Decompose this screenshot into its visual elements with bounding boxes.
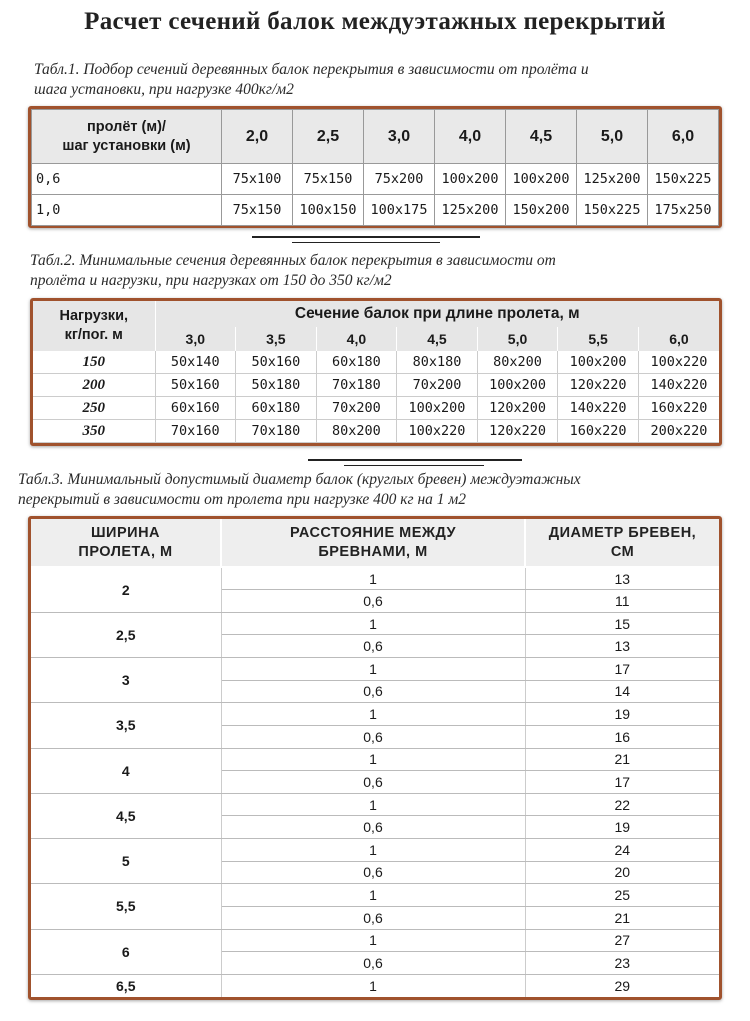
table1-col-header: 5,0 bbox=[577, 110, 648, 164]
table3-distance-cell: 1 bbox=[221, 974, 525, 997]
table3-distance-cell: 0,6 bbox=[221, 635, 525, 658]
separator-line bbox=[344, 465, 484, 466]
table2-frame bbox=[30, 298, 722, 446]
table1-caption bbox=[34, 60, 734, 100]
table1-row bbox=[32, 195, 719, 226]
table3-distance-cell: 0,6 bbox=[221, 680, 525, 703]
table3-distance-cell: 0,6 bbox=[221, 771, 525, 794]
table2-caption-line2: пролёта и нагрузки, при нагрузках от 150 до 350 кг/м2 bbox=[30, 272, 392, 289]
table2-cell: 120x220 bbox=[477, 420, 558, 443]
table1-col-header: 4,0 bbox=[435, 110, 506, 164]
table2-cell: 70x160 bbox=[155, 420, 236, 443]
table1-row-label: 0,6 bbox=[32, 164, 222, 195]
table2-cell: 50x160 bbox=[155, 374, 236, 397]
table3 bbox=[31, 519, 719, 997]
table1-frame bbox=[28, 106, 722, 228]
table3-span-header-line2: ПРОЛЕТА, М bbox=[78, 543, 173, 560]
table1-cell: 150x200 bbox=[506, 195, 577, 226]
table2-cell: 80x200 bbox=[477, 351, 558, 374]
table1-header-line2: шаг установки (м) bbox=[62, 137, 191, 154]
table3-diameter-header-line1: ДИАМЕТР БРЕВЕН, bbox=[548, 524, 697, 541]
table3-span-cell: 3,5 bbox=[31, 703, 221, 748]
table2-cell: 60x160 bbox=[155, 397, 236, 420]
table3-span-cell: 6 bbox=[31, 929, 221, 974]
table3-row bbox=[31, 884, 719, 907]
table1-corner-header bbox=[32, 110, 222, 164]
table2-cell: 50x160 bbox=[236, 351, 317, 374]
table3-distance-header-line1: РАССТОЯНИЕ МЕЖДУ bbox=[289, 524, 457, 541]
table3-row bbox=[31, 839, 719, 862]
table3-diameter-cell: 25 bbox=[525, 884, 719, 907]
table3-row bbox=[31, 974, 719, 997]
table3-distance-cell: 1 bbox=[221, 793, 525, 816]
table2-load-cell: 250 bbox=[33, 397, 155, 420]
table2-col-header: 3,0 bbox=[155, 327, 236, 351]
table3-distance-cell: 0,6 bbox=[221, 906, 525, 929]
table3-distance-cell: 0,6 bbox=[221, 861, 525, 884]
table2-cell: 70x200 bbox=[397, 374, 478, 397]
table3-caption-line1: Табл.3. Минимальный допустимый диаметр балок (круглых бревен) междуэтажных bbox=[18, 471, 581, 488]
table2-cell: 70x200 bbox=[316, 397, 397, 420]
table3-distance-cell: 1 bbox=[221, 748, 525, 771]
table3-header-row bbox=[31, 519, 719, 567]
table2-cell: 60x180 bbox=[236, 397, 317, 420]
table1-col-header: 3,0 bbox=[364, 110, 435, 164]
table3-diameter-cell: 23 bbox=[525, 952, 719, 975]
table1-cell: 100x200 bbox=[506, 164, 577, 195]
table3-distance-cell: 1 bbox=[221, 658, 525, 681]
table3-diameter-cell: 29 bbox=[614, 977, 631, 994]
table2-load-header-line1: Нагрузки, bbox=[59, 308, 129, 324]
table3-row bbox=[31, 929, 719, 952]
table2-row bbox=[33, 397, 719, 420]
table2-cell: 140x220 bbox=[558, 397, 639, 420]
table3-diameter-cell: 22 bbox=[525, 793, 719, 816]
table3-row bbox=[31, 748, 719, 771]
table3-diameter-cell: 21 bbox=[525, 748, 719, 771]
table3-frame bbox=[28, 516, 722, 1000]
table3-diameter-cell: 14 bbox=[525, 680, 719, 703]
table2-cell: 50x180 bbox=[236, 374, 317, 397]
table1-row-label: 1,0 bbox=[32, 195, 222, 226]
table3-distance-cell: 0,6 bbox=[221, 590, 525, 613]
table2-span-header: Сечение балок при длине пролета, м bbox=[155, 301, 719, 327]
table3-span-cell: 5,5 bbox=[31, 884, 221, 929]
table3-span-cell: 4 bbox=[31, 748, 221, 793]
table3-distance-cell: 1 bbox=[221, 884, 525, 907]
table3-span-cell: 5 bbox=[31, 839, 221, 884]
table3-distance-cell: 1 bbox=[221, 567, 525, 590]
table3-row bbox=[31, 567, 719, 590]
table1-cell: 75x200 bbox=[364, 164, 435, 195]
table1-col-header: 2,5 bbox=[293, 110, 364, 164]
table1-caption-line2: шага установки, при нагрузке 400кг/м2 bbox=[34, 81, 294, 98]
table3-diameter-cell: 16 bbox=[525, 725, 719, 748]
table3-diameter-cell: 13 bbox=[525, 635, 719, 658]
table2-col-header: 4,0 bbox=[316, 327, 397, 351]
table2-row bbox=[33, 374, 719, 397]
table3-span-cell: 4,5 bbox=[31, 793, 221, 838]
table3-diameter-cell: 11 bbox=[525, 590, 719, 613]
table2-cell: 160x220 bbox=[558, 420, 639, 443]
table2-header-row bbox=[33, 301, 719, 327]
table1-cell: 175x250 bbox=[648, 195, 719, 226]
separator-line bbox=[292, 242, 440, 243]
table2 bbox=[33, 301, 719, 443]
table2-cell: 140x220 bbox=[638, 374, 719, 397]
table2-cell: 100x200 bbox=[558, 351, 639, 374]
table2-col-header: 6,0 bbox=[638, 327, 719, 351]
table2-cell: 100x200 bbox=[477, 374, 558, 397]
table1-cell: 75x150 bbox=[222, 195, 293, 226]
table3-span-cell: 2 bbox=[31, 567, 221, 612]
table2-load-cell: 350 bbox=[33, 420, 155, 443]
separator-line bbox=[308, 459, 522, 461]
table3-row bbox=[31, 612, 719, 635]
table3-diameter-cell: 13 bbox=[525, 567, 719, 590]
table3-span-cell: 2,5 bbox=[31, 612, 221, 657]
separator-line bbox=[252, 236, 480, 238]
table1-cell: 125x200 bbox=[435, 195, 506, 226]
table3-distance-header-line2: БРЕВНАМИ, М bbox=[318, 543, 428, 560]
table2-cell: 70x180 bbox=[236, 420, 317, 443]
table3-span-cell: 6,5 bbox=[31, 974, 221, 997]
table1-cell: 100x200 bbox=[435, 164, 506, 195]
table3-diameter-cell: 27 bbox=[525, 929, 719, 952]
table2-cell: 160x220 bbox=[638, 397, 719, 420]
table1-cell: 100x175 bbox=[364, 195, 435, 226]
table3-diameter-cell: 20 bbox=[525, 861, 719, 884]
table2-col-header: 5,0 bbox=[477, 327, 558, 351]
page-title: Расчет сечений балок междуэтажных перекрытий bbox=[84, 8, 666, 35]
table2-cell: 100x220 bbox=[397, 420, 478, 443]
table2-cell: 80x200 bbox=[316, 420, 397, 443]
table3-distance-cell: 1 bbox=[221, 929, 525, 952]
table3-caption-line2: перекрытий в зависимости от пролета при нагрузке 400 кг на 1 м2 bbox=[18, 491, 467, 508]
table1-col-header: 6,0 bbox=[648, 110, 719, 164]
table2-cell: 120x200 bbox=[477, 397, 558, 420]
table2-cell: 200x220 bbox=[638, 420, 719, 443]
table3-distance-cell: 1 bbox=[221, 839, 525, 862]
table2-row bbox=[33, 420, 719, 443]
table1-cell: 100x150 bbox=[293, 195, 364, 226]
table3-diameter-cell: 19 bbox=[525, 703, 719, 726]
table3-row bbox=[31, 703, 719, 726]
table1-caption-line1: Табл.1. Подбор сечений деревянных балок перекрытия в зависимости от пролёта и bbox=[34, 61, 589, 78]
table2-load-header bbox=[33, 301, 155, 351]
table2-row bbox=[33, 351, 719, 374]
table2-cell: 120x220 bbox=[558, 374, 639, 397]
table1-cell: 150x225 bbox=[648, 164, 719, 195]
table1-header-row bbox=[32, 110, 719, 164]
table3-distance-cell: 0,6 bbox=[221, 816, 525, 839]
table3-span-header bbox=[31, 519, 221, 567]
table2-cell: 100x220 bbox=[638, 351, 719, 374]
table2-load-header-line2: кг/пог. м bbox=[64, 327, 123, 343]
table2-col-header: 4,5 bbox=[397, 327, 478, 351]
table3-span-cell: 3 bbox=[31, 658, 221, 703]
table3-distance-cell: 0,6 bbox=[221, 725, 525, 748]
table1-cell: 75x100 bbox=[222, 164, 293, 195]
table3-diameter-cell: 17 bbox=[525, 771, 719, 794]
table3-span-header-line1: ШИРИНА bbox=[90, 524, 161, 541]
table3-diameter-cell: 24 bbox=[525, 839, 719, 862]
table2-col-header: 5,5 bbox=[558, 327, 639, 351]
table3-distance-cell: 1 bbox=[221, 703, 525, 726]
table3-distance-header bbox=[221, 519, 525, 567]
table3-diameter-header bbox=[525, 519, 719, 567]
table2-load-cell: 150 bbox=[33, 351, 155, 374]
table2-load-cell: 200 bbox=[33, 374, 155, 397]
table2-cell: 80x180 bbox=[397, 351, 478, 374]
table3-row bbox=[31, 658, 719, 681]
table1-col-header: 4,5 bbox=[506, 110, 577, 164]
table2-caption bbox=[30, 251, 730, 291]
table3-distance-cell: 0,6 bbox=[221, 952, 525, 975]
table3-row bbox=[31, 793, 719, 816]
table3-diameter-cell: 19 bbox=[525, 816, 719, 839]
table2-caption-line1: Табл.2. Минимальные сечения деревянных балок перекрытия в зависимости от bbox=[30, 252, 556, 269]
table3-diameter-cell: 17 bbox=[525, 658, 719, 681]
table3-diameter-cell: 21 bbox=[525, 906, 719, 929]
table3-distance-cell: 1 bbox=[221, 612, 525, 635]
table3-caption bbox=[18, 470, 738, 510]
table2-col-header: 3,5 bbox=[236, 327, 317, 351]
table1 bbox=[31, 109, 719, 226]
table1-col-header: 2,0 bbox=[222, 110, 293, 164]
table2-cell: 100x200 bbox=[397, 397, 478, 420]
table1-row bbox=[32, 164, 719, 195]
table1-cell: 150x225 bbox=[577, 195, 648, 226]
table1-cell: 75x150 bbox=[293, 164, 364, 195]
table2-cell: 60x180 bbox=[316, 351, 397, 374]
table2-cell: 70x180 bbox=[316, 374, 397, 397]
table1-header-line1: пролёт (м)/ bbox=[87, 118, 166, 135]
table3-diameter-header-line2: СМ bbox=[610, 543, 635, 560]
table3-diameter-cell: 15 bbox=[525, 612, 719, 635]
table1-cell: 125x200 bbox=[577, 164, 648, 195]
table2-cell: 50x140 bbox=[155, 351, 236, 374]
